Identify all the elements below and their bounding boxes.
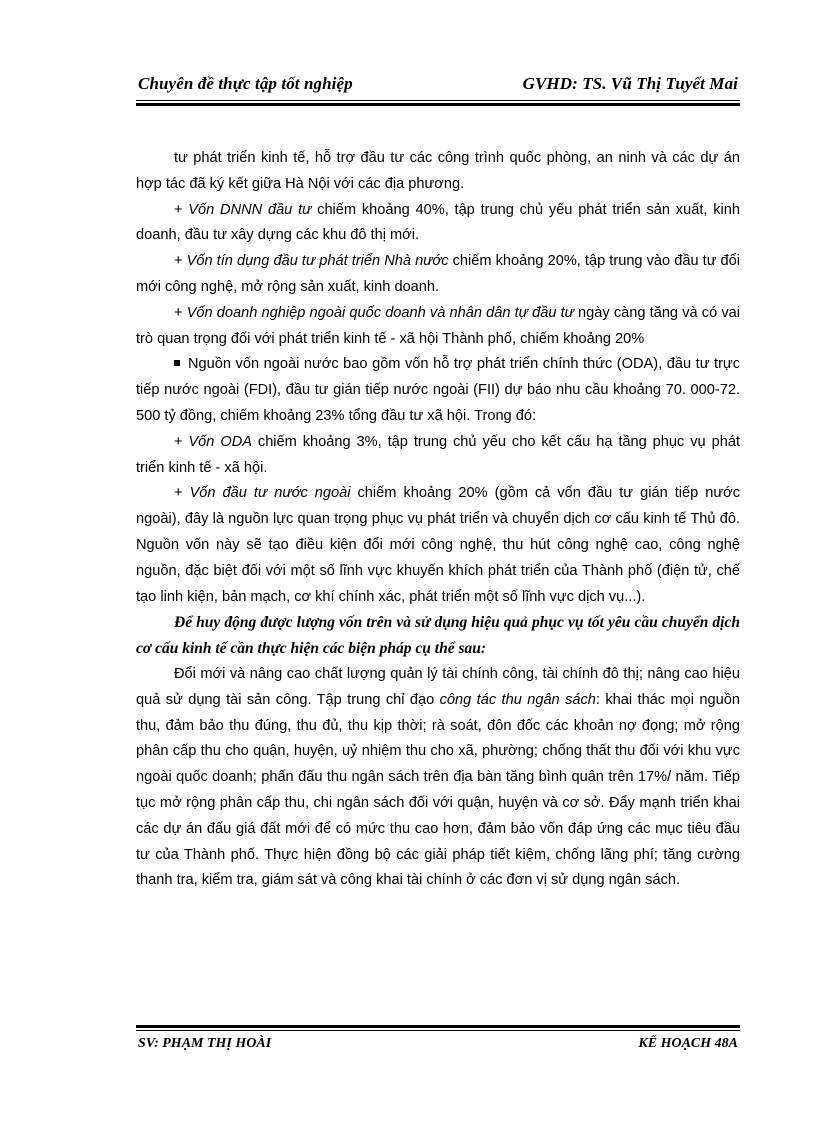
paragraph: + Vốn tín dụng đầu tư phát triển Nhà nước chiếm khoảng 20%, tập trung vào đầu tư đổi mới công nghệ, mở rộng sản xuất, kinh doanh. [136, 253, 741, 295]
header-rule-thin [136, 100, 740, 101]
emphasis-text: Vốn tín dụng đầu tư phát triển Nhà nước [186, 253, 449, 270]
paragraph: + Vốn ODA chiếm khoảng 3%, tập trung chủ yếu cho kết cấu hạ tầng phục vụ phát triển kinh tế - xã hội. [136, 433, 740, 476]
emphasis-text: Vốn đầu tư nước ngoài [189, 485, 351, 502]
emphasis-text: Vốn DNNN đầu tư [188, 201, 312, 218]
header-title: Chuyên đề thực tập tốt nghiệp [138, 74, 353, 93]
footer-class: KẾ HOẠCH 48A [638, 1036, 738, 1051]
paragraph: Đổi mới và nâng cao chất lượng quản lý tài chính công, tài chính đô thị; nâng cao hiệu quả sử dụng tài sản công. Tập trung chỉ đạo công tác thu ngân sách: khai thác mọi nguồn thu, đảm bảo thu đúng, thu đủ, thu kịp thời; rà soát, đôn đốc các khoản nợ đọng; mở rộng phân cấp thu cho quận, huyện, uỷ nhiệm thu cho xã, phường; chống thất thu đối với khu vực ngoài quốc doanh; phấn đấu thu ngân sách trên địa bàn tăng bình quân trên 17%/ năm. Tiếp tục mở rộng phân cấp thu, chi ngân sách đối với quận, huyện và cơ sở. Đẩy mạnh triển khai các dự án đấu giá đất mới để có mức thu cao hơn, đảm bảo vốn đáp ứng các mục tiêu đầu tư của Thành phố. Thực hiện đồng bộ các giải pháp tiết kiệm, chống lãng phí; tăng cường thanh tra, kiểm tra, giám sát và công khai tài chính ở các đơn vị sử dụng ngân sách. [136, 665, 740, 889]
header-rule-thick [136, 103, 740, 106]
emphasis-text: Vốn doanh nghiệp ngoài quốc doanh và nhân dân tự đầu tư [186, 304, 574, 321]
header-advisor: GVHD: TS. Vũ Thị Tuyết Mai [522, 74, 738, 93]
paragraph: + Vốn doanh nghiệp ngoài quốc doanh và nhân dân tự đầu tư ngày càng tăng và có vai trò quan trọng đối với phát triển kinh tế - xã hội Thành phố, chiếm khoảng 20% [136, 304, 740, 347]
paragraph: tư phát triển kinh tế, hỗ trợ đầu tư các công trình quốc phòng, an ninh và các dự án hợp tác đã ký kết giữa Hà Nội với các địa phương. [136, 150, 740, 192]
section-intro-heading: Để huy động được lượng vốn trên và sử dụng hiệu quả phục vụ tốt yêu cầu chuyển dịch cơ cấu kinh tế cần thực hiện các biện pháp cụ thể sau: [136, 614, 740, 658]
emphasis-text: Vốn ODA [188, 433, 252, 450]
document-body [136, 146, 740, 894]
paragraph: + Vốn DNNN đầu tư chiếm khoảng 40%, tập trung chủ yếu phát triển sản xuất, kinh doanh, đầu tư xây dựng các khu đô thị mới. [136, 201, 740, 244]
square-bullet-icon [174, 360, 180, 366]
page-footer [136, 1036, 740, 1058]
footer-rule-thick [136, 1025, 740, 1028]
paragraph: + Vốn đầu tư nước ngoài chiếm khoảng 20% (gồm cả vốn đầu tư gián tiếp nước ngoài), đây là nguồn lực quan trọng phục vụ phát triển và chuyển dịch cơ cấu kinh tế Thủ đô. Nguồn vốn này sẽ tạo điều kiện đổi mới công nghệ, thu hút công nghệ cao, công nghệ nguồn, đặc biệt đối với một số lĩnh vực khuyến khích phát triển của Thành phố (điện tử, chế tạo linh kiện, bản mạch, cơ khí chính xác, phát triển một số lĩnh vực dịch vụ...). [136, 485, 741, 605]
footer-student: SV: PHẠM THỊ HOÀI [138, 1036, 272, 1051]
emphasis-text: công tác thu ngân sách [439, 691, 596, 708]
footer-rule-thin [136, 1030, 740, 1031]
bullet-paragraph: Nguồn vốn ngoài nước bao gồm vốn hỗ trợ phát triển chính thức (ODA), đầu tư trực tiếp nước ngoài (FDI), đầu tư gián tiếp nước ngoài (FII) dự báo nhu cầu khoảng 70. 000-72. 500 tỷ đồng, chiếm khoảng 23% tổng đầu tư xã hội. Trong đó: [136, 356, 740, 424]
page-header [136, 72, 740, 100]
